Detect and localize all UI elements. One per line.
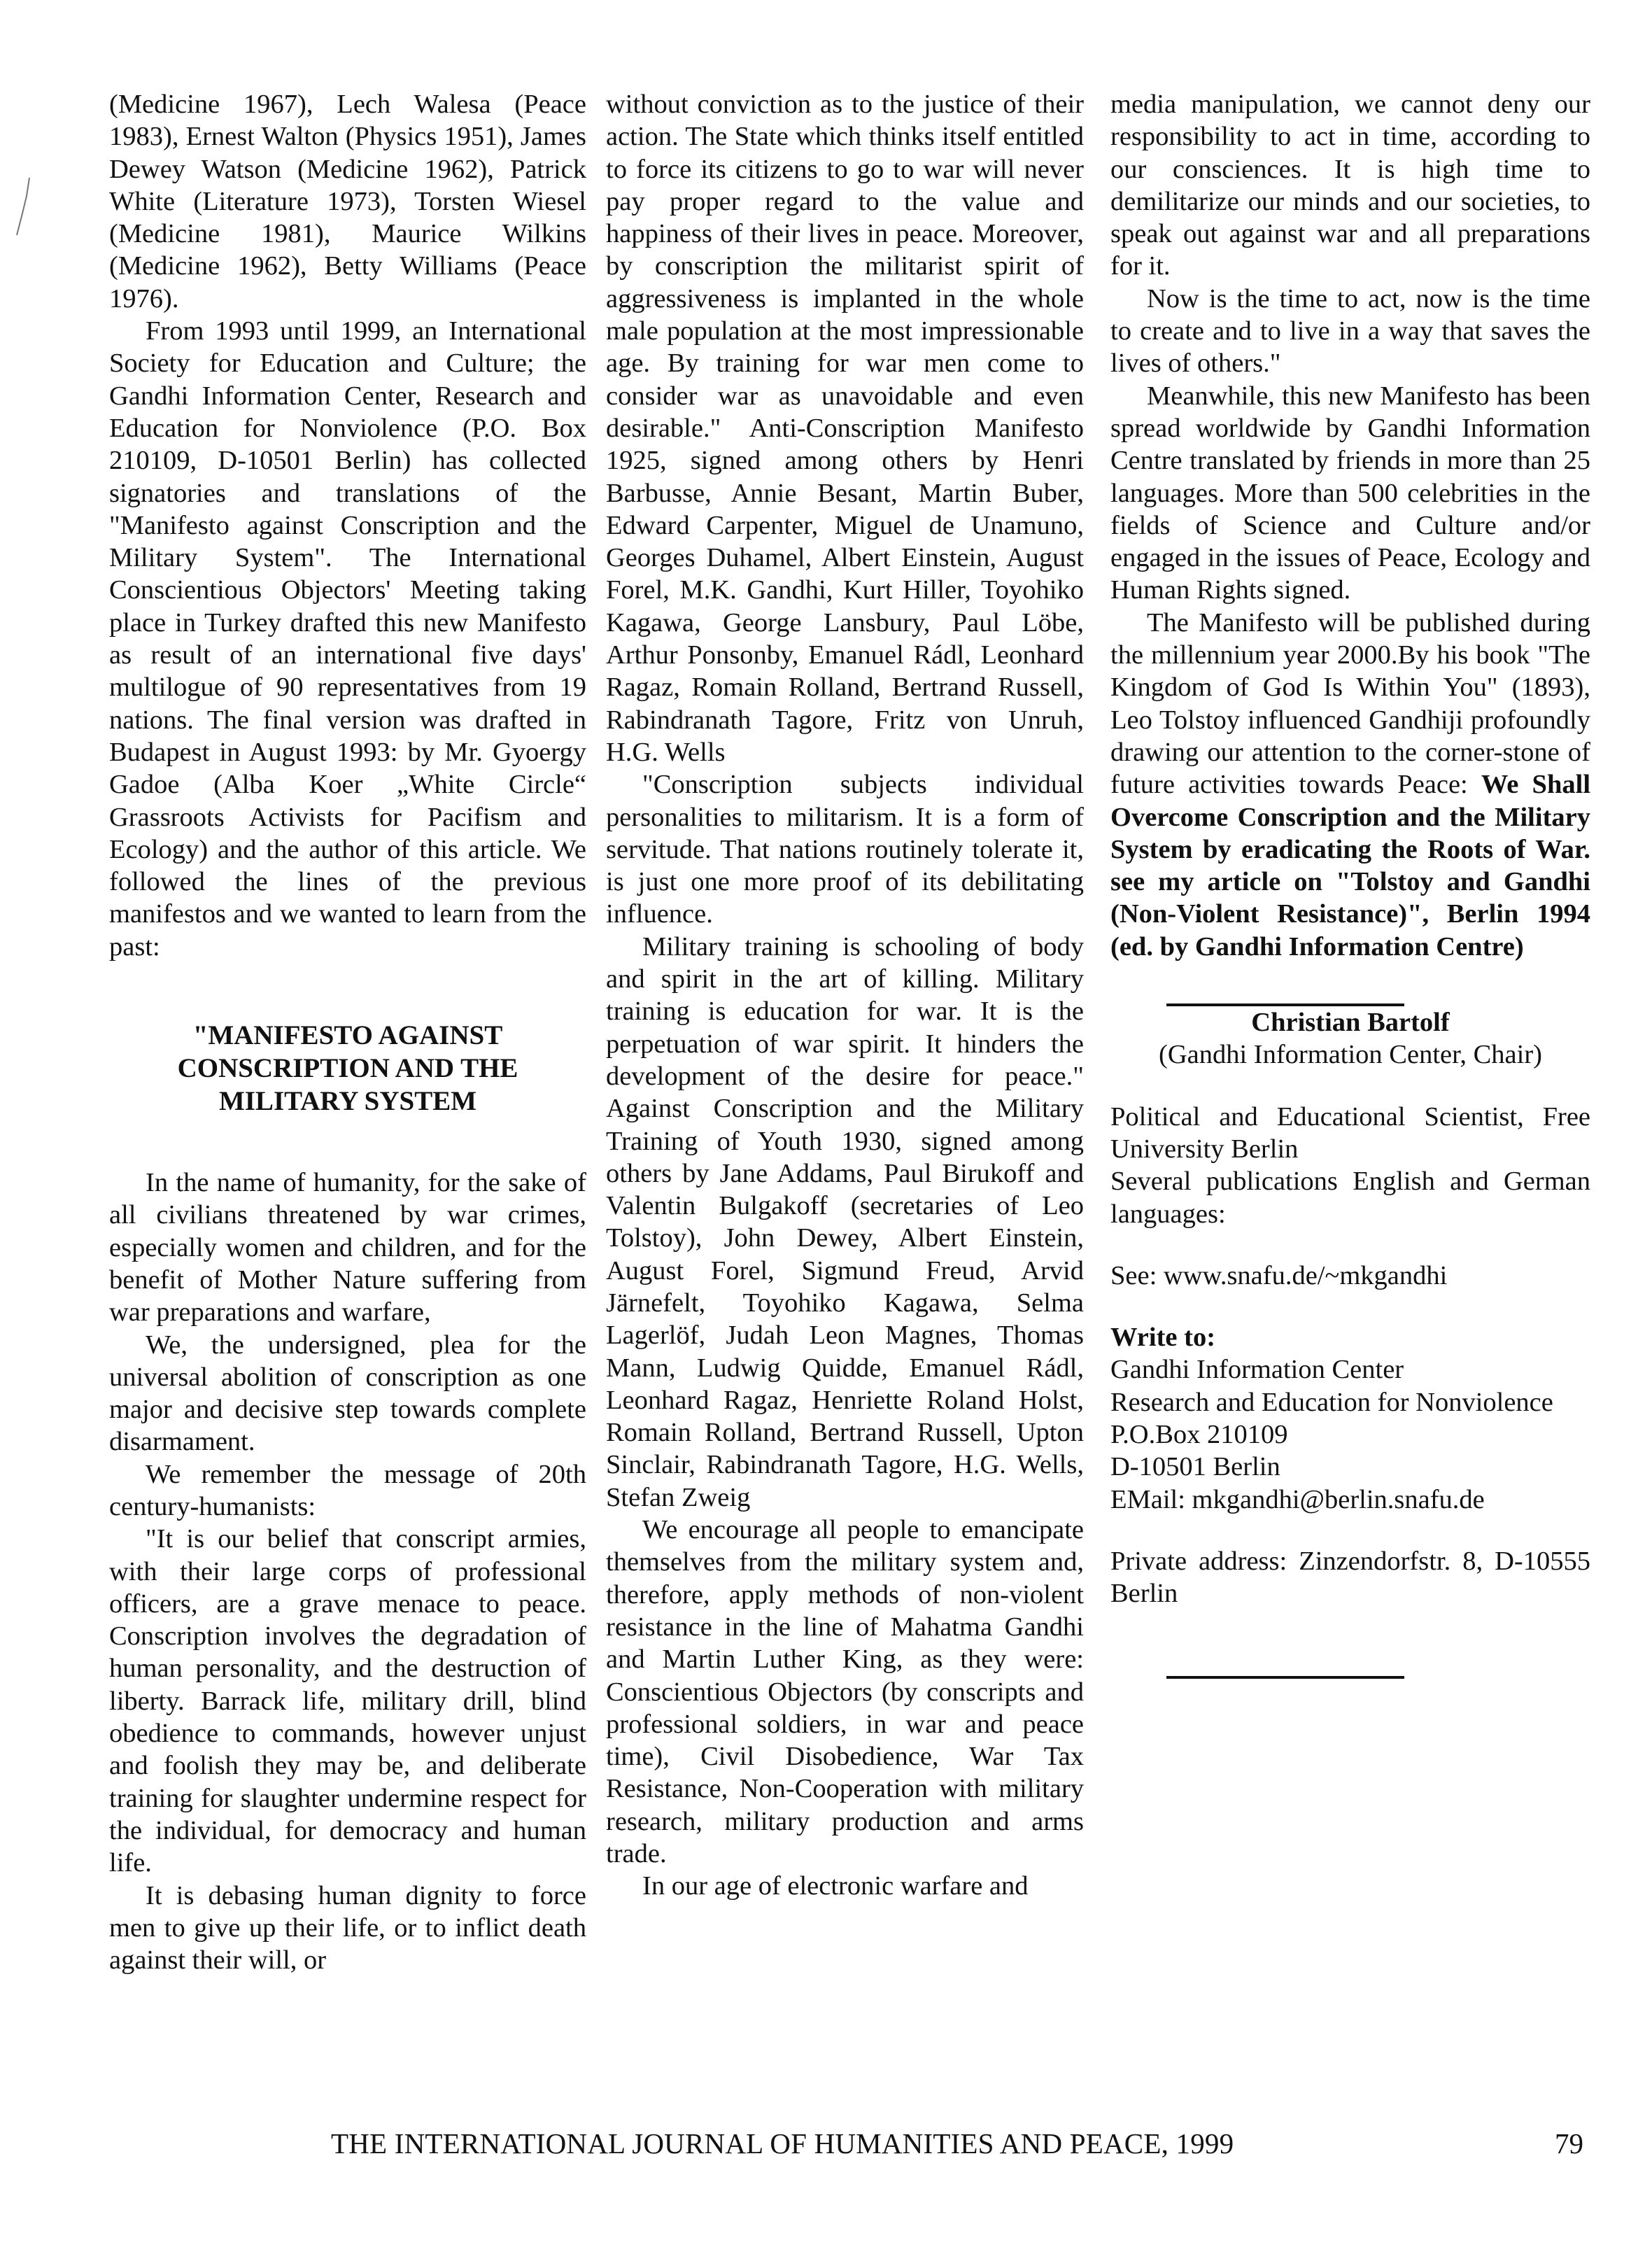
paragraph-remember: We remember the message of 20th century-humanists: [109, 1459, 586, 1521]
author-bio-publications: Several publications English and German languages: [1110, 1167, 1590, 1229]
paragraph-manifesto-plea: We, the undersigned, plea for the universal abolition of conscription as one major and decisive step towards complete disarmament. [109, 1330, 586, 1457]
margin-pen-mark [14, 175, 35, 238]
paragraph-debasing: It is debasing human dignity to force men to give up their life, or to inflict death against their will, or [109, 1880, 586, 1975]
paragraph-electronic-warfare: In our age of electronic warfare and [642, 1871, 1029, 1901]
paragraph-servitude: "Conscription subjects individual personalities to militarism. It is a form of servitude. That nations routinely tolerate it, is just one more proof of its debilitating influence. [606, 770, 1084, 929]
paragraph-encourage: We encourage all people to emancipate themselves from the military system and, therefore, apply methods of non-violent resistance in the line of Mahatma Gandhi and Martin Luther King, as they were: Conscientious Objectors (by conscripts and professional soldiers, in war and peace time), Civil Disobedience, War Tax Resistance, Non-Cooperation with military research, military production and arms trade. [606, 1515, 1084, 1869]
address-line-1: Gandhi Information Center [1110, 1355, 1404, 1385]
paragraph-military-training: Military training is schooling of body and spirit in the art of killing. Military training is education for war. It is the perpetuation of war spirit. It hinders the development of the desire for peace." Against Conscription and the Military Training of Youth 1930, signed among others by Jane Addams, Paul Birukoff and Valentin Bulgakoff (secretaries of Leo Tolstoy), John Dewey, Albert Einstein, August Forel, Sigmund Freud, Arvid Järnefelt, Toyohiko Kagawa, Selma Lagerlöf, Judah Leon Magnes, Thomas Mann, Ludwig Quidde, Emanuel Rádl, Leonhard Ragaz, Henriette Roland Holst, Romain Rolland, Bertrand Russell, Upton Sinclair, Rabindranath Tagore, H.G. Wells, Stefan Zweig [606, 931, 1084, 1512]
address-line-3: P.O.Box 210109 [1110, 1419, 1288, 1449]
address-line-2: Research and Education for Nonviolence [1110, 1387, 1553, 1417]
website-line: See: www.snafu.de/~mkgandhi [1110, 1260, 1448, 1290]
tolstoy-text: The Manifesto will be published during the millennium year 2000.By his book "The Kingdom of God Is Within You" (1893), Leo Tolstoy influenced Gandhiji profoundly drawing our attention to the corner-stone of future activities towards Peace: [1110, 607, 1590, 800]
author-role: (Gandhi Information Center, Chair) [1159, 1040, 1542, 1070]
author-name: Christian Bartolf [1251, 1008, 1450, 1038]
paragraph-manifesto-preamble: In the name of humanity, for the sake of all civilians threatened by war crimes, especially women and children, and for the benefit of Mother Nature suffering from war preparations and warfare, [109, 1168, 586, 1327]
paragraph-quote-belief: "It is our belief that conscript armies, with their large corps of professional officers, are a grave menace to peace. Conscription involves the degradation of human personality, and the destruction of liberty. Barrack life, military drill, blind obedience to commands, however unjust and foolish they may be, and deliberate training for slaughter undermine respect for the individual, for democracy and human life. [109, 1524, 586, 1878]
tolstoy-bold-text: We Shall Overcome Conscription and the Military System by eradicating the Roots of War. see my article on "Tolstoy and Gandhi (Non-Violent Resistance)", Berlin 1994 (ed. by Gandhi Information Centre) [1110, 770, 1591, 962]
divider-rule-bottom [1166, 1676, 1404, 1679]
journal-footer: THE INTERNATIONAL JOURNAL OF HUMANITIES AND PEACE, 1999 [331, 2127, 1234, 2160]
column-middle [606, 88, 1084, 1903]
private-address: Private address: Zinzendorfstr. 8, D-10555 Berlin [1110, 1546, 1590, 1609]
manifesto-heading: "MANIFESTO AGAINST CONSCRIPTION AND THE MILITARY SYSTEM [177, 1020, 518, 1117]
paragraph-now-is-time: Now is the time to act, now is the time to create and to live in a way that saves the lives of others." [1110, 283, 1590, 379]
paragraph-spread-worldwide: Meanwhile, this new Manifesto has been spread worldwide by Gandhi Information Centre translated by friends in more than 25 languages. More than 500 celebrities in the fields of Science and Culture and/or engaged in the issues of Peace, Ecology and Human Rights signed. [1110, 381, 1590, 605]
email-line: EMail: mkgandhi@berlin.snafu.de [1110, 1484, 1485, 1514]
paragraph-society-history: From 1993 until 1999, an International Society for Education and Culture; the Gandhi Information Center, Research and Education for Nonviolence (P.O. Box 210109, D-10501 Berlin) has collected signatories and translations of the "Manifesto against Conscription and the Military System". The International Conscientious Objectors' Meeting taking place in Turkey drafted this new Manifesto as result of an international five days' multilogue of 90 representatives from 19 nations. The final version was drafted in Budapest in August 1993: by Mr. Gyoergy Gadoe (Alba Koer „White Circle“ Grassroots Activists for Pacifism and Ecology) and the author of this article. We followed the lines of the previous manifestos and we wanted to learn from the past: [109, 316, 586, 962]
column-right [1110, 88, 1590, 1693]
page-number: 79 [1555, 2127, 1583, 2160]
paragraph-tolstoy [1110, 607, 1590, 963]
write-to-label: Write to: [1110, 1323, 1216, 1353]
paragraph-media-manipulation: media manipulation, we cannot deny our responsibility to act in time, according to our consciences. It is high time to demilitarize our minds and our societies, to speak out against war and all preparations for it. [1110, 90, 1590, 281]
paragraph-nobel-list-end: (Medicine 1967), Lech Walesa (Peace 1983), Ernest Walton (Physics 1951), James Dewey Watson (Medicine 1962), Patrick White (Literature 1973), Torsten Wiesel (Medicine 1981), Maurice Wilkins (Medicine 1962), Betty Williams (Peace 1976). [109, 90, 586, 314]
address-line-4: D-10501 Berlin [1110, 1452, 1280, 1482]
author-bio-scientist: Political and Educational Scientist, Free University Berlin [1110, 1101, 1590, 1164]
column-left [109, 88, 586, 1976]
paragraph-state-conviction: without conviction as to the justice of their action. The State which thinks itself entitled to force its citizens to go to war will never pay proper regard to the value and happiness of their lives in peace. Moreover, by conscription the militarist spirit of aggressiveness is implanted in the whole male population at the most impressionable age. By training for war men come to consider war as unavoidable and even desirable." Anti-Conscription Manifesto 1925, signed among others by Henri Barbusse, Annie Besant, Martin Buber, Edward Carpenter, Miguel de Unamuno, Georges Duhamel, Albert Einstein, August Forel, M.K. Gandhi, Kurt Hiller, Toyohiko Kagawa, George Lansbury, Paul Löbe, Arthur Ponsonby, Emanuel Rádl, Leonhard Ragaz, Romain Rolland, Bertrand Russell, Rabindranath Tagore, Fritz von Unruh, H.G. Wells [606, 90, 1084, 767]
